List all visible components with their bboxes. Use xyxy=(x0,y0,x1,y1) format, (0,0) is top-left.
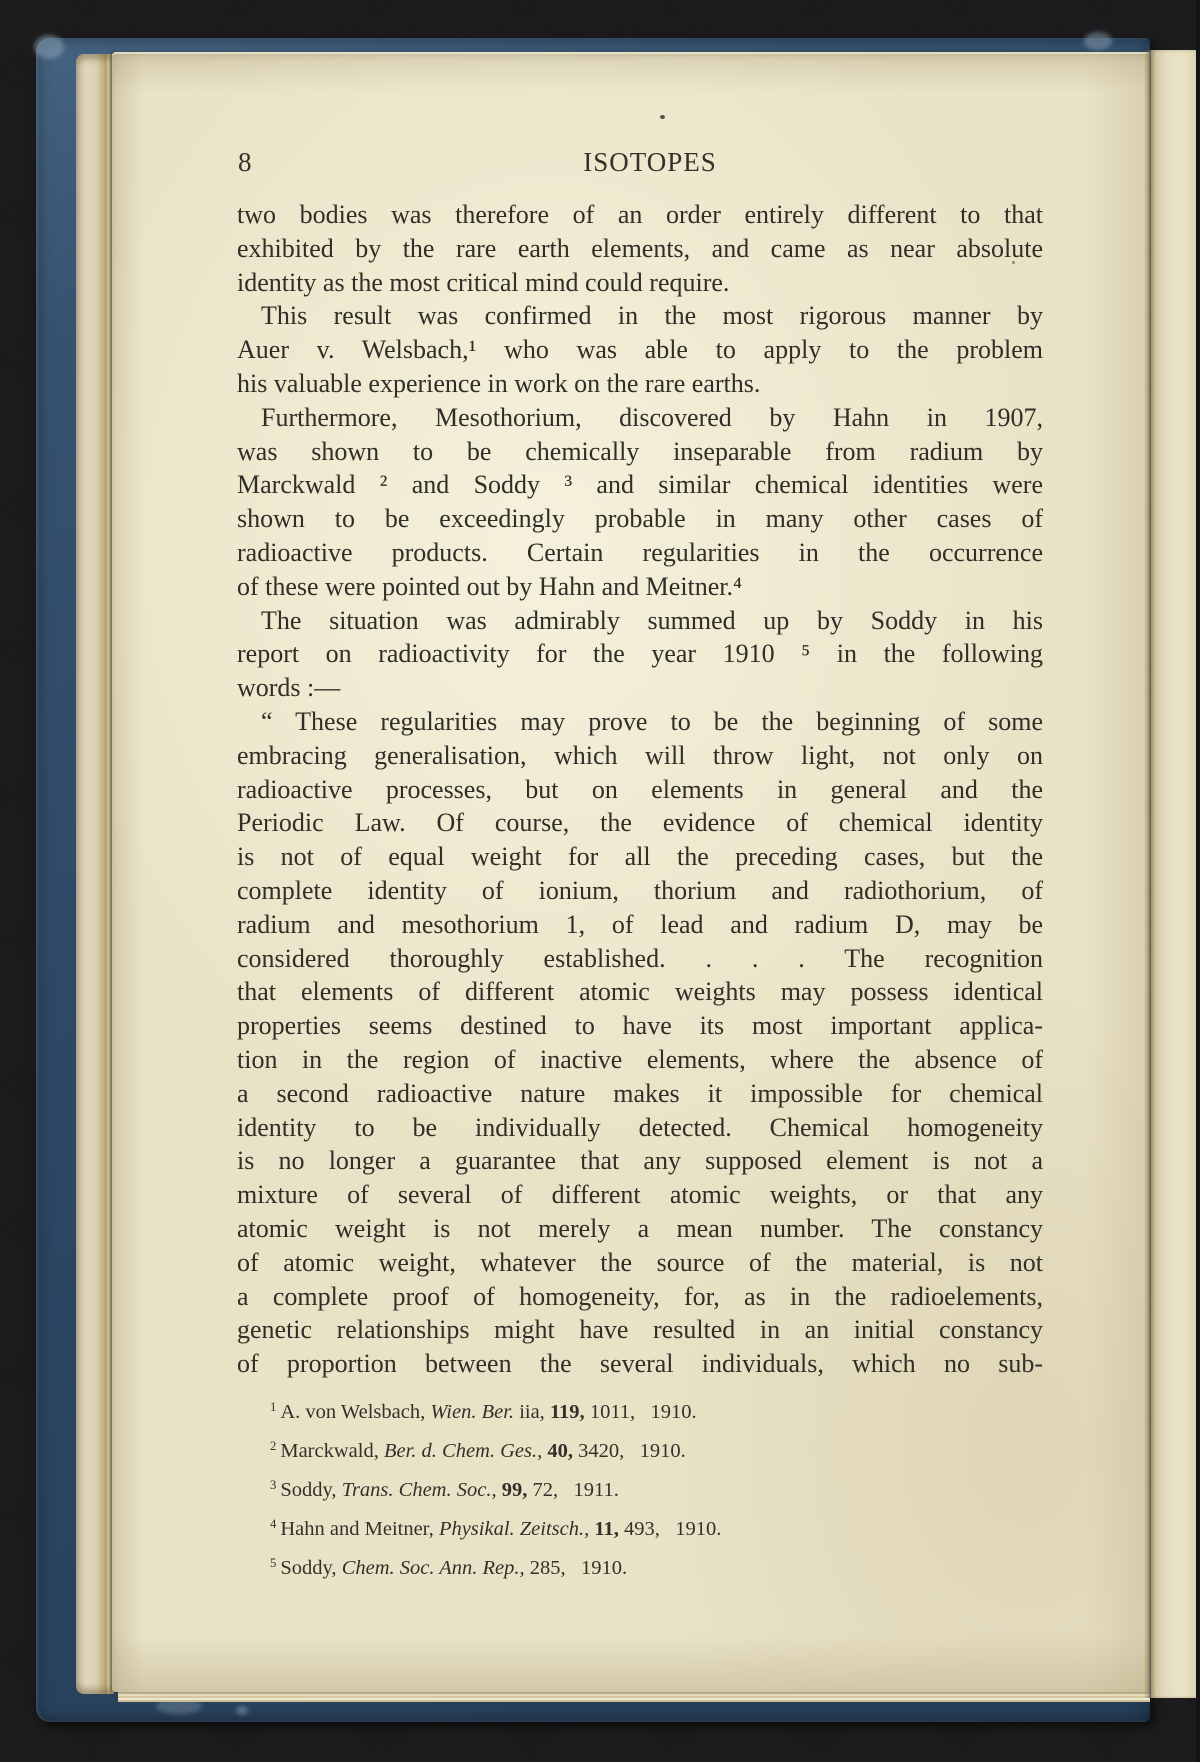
text-line: two bodies was therefore of an order entirely different to that xyxy=(237,200,1043,229)
cover-wear-mark xyxy=(1084,32,1112,50)
text-line: of atomic weight, whatever the source of the material, is not xyxy=(237,1247,1043,1277)
footnote-volume: 119, xyxy=(549,1400,585,1423)
text-line: report on radioactivity for the year 1910 ⁵ in the following xyxy=(237,639,1043,669)
footnote-text: 1011, 1910. xyxy=(584,1400,697,1423)
footnote-journal: Chem. Soc. Ann. Rep., xyxy=(341,1556,525,1579)
text-line: that elements of different atomic weights may possess identical xyxy=(237,977,1043,1007)
footnote-text: A. von Welsbach, xyxy=(280,1400,431,1423)
text-line: Auer v. Welsbach,¹ who was able to apply to the problem xyxy=(237,335,1043,365)
footnote-text: Soddy, xyxy=(280,1478,342,1501)
text-line: his valuable experience in work on the rare earths. xyxy=(237,368,761,398)
text-line: was shown to be chemically inseparable from radium by xyxy=(237,436,1043,466)
footnote-volume: 40, xyxy=(547,1439,574,1462)
text-line: considered thoroughly established. . . . The recognition xyxy=(237,943,1043,973)
footnote xyxy=(270,1468,1060,1507)
footnote-journal: Trans. Chem. Soc., xyxy=(341,1478,497,1501)
footnote xyxy=(270,1390,1060,1429)
text-line: radioactive products. Certain regularities in the occurrence xyxy=(237,537,1043,567)
cover-wear-mark xyxy=(236,1706,248,1715)
footnote-text: Marckwald, xyxy=(280,1439,384,1462)
text-line: This result was confirmed in the most rigorous manner by xyxy=(261,301,1043,331)
footnote-marker: 5 xyxy=(270,1555,277,1570)
text-line: atomic weight is not merely a mean number. The constancy xyxy=(237,1213,1043,1243)
footnote-journal: Physikal. Zeitsch., xyxy=(438,1517,590,1540)
text-line: identity as the most critical mind could require. xyxy=(237,267,730,297)
footnote-journal: Ber. d. Chem. Ges., xyxy=(383,1439,543,1462)
right-edge-shadow xyxy=(1196,0,1200,1762)
text-line: The situation was admirably summed up by Soddy in his xyxy=(261,605,1043,635)
cover-wear-mark xyxy=(34,35,64,59)
page-number: 8 xyxy=(238,147,252,177)
footnote-text: iia, xyxy=(514,1400,550,1423)
footnotes xyxy=(270,1390,1060,1585)
text-line: exhibited by the rare earth elements, and came as near absolute xyxy=(237,233,1043,263)
text-line: words :— xyxy=(237,673,341,703)
footnote xyxy=(270,1507,1060,1546)
text-line: genetic relationships might have resulted in an initial constancy xyxy=(237,1315,1043,1345)
text-line: complete identity of ionium, thorium and radiothorium, of xyxy=(237,875,1043,905)
text-line: radium and mesothorium 1, of lead and radium D, may be xyxy=(237,909,1043,939)
paper-speck xyxy=(660,115,665,119)
adjacent-page-edge xyxy=(1152,50,1196,1698)
text-line: of these were pointed out by Hahn and Meitner.⁴ xyxy=(237,571,743,601)
footnote xyxy=(270,1429,1060,1468)
footnote-marker: 3 xyxy=(270,1477,277,1492)
footnote-marker: 2 xyxy=(270,1438,277,1453)
text-line: a complete proof of homogeneity, for, as in the radioelements, xyxy=(237,1281,1043,1311)
text-line: identity to be individually detected. Chemical homogeneity xyxy=(237,1112,1043,1142)
text-line: tion in the region of inactive elements, where the absence of xyxy=(237,1044,1043,1074)
text-line: mixture of several of different atomic weights, or that any xyxy=(237,1180,1043,1210)
footnote-text: 285, 1910. xyxy=(529,1556,628,1579)
text-line: shown to be exceedingly probable in many other cases of xyxy=(237,504,1043,534)
footnote-text: 72, 1911. xyxy=(527,1478,619,1501)
text-line: is not of equal weight for all the preceding cases, but the xyxy=(237,842,1043,872)
text-line: radioactive processes, but on elements in general and the xyxy=(237,774,1043,804)
text-line: Marckwald ² and Soddy ³ and similar chemical identities were xyxy=(237,470,1043,500)
footnote-text: 3420, 1910. xyxy=(573,1439,686,1462)
footnote-volume: 99, xyxy=(501,1478,528,1501)
footnote xyxy=(270,1546,1060,1585)
book-page xyxy=(112,52,1150,1692)
footnote-marker: 4 xyxy=(270,1516,277,1531)
text-line: “ These regularities may prove to be the beginning of some xyxy=(261,706,1043,736)
text-line: properties seems destined to have its most important applica- xyxy=(237,1011,1043,1041)
text-line: of proportion between the several individuals, which no sub- xyxy=(237,1349,1043,1379)
text-line: a second radioactive nature makes it impossible for chemical xyxy=(237,1078,1043,1108)
footnote-journal: Wien. Ber. xyxy=(430,1400,515,1423)
footnote-volume: 11, xyxy=(594,1517,619,1540)
footnote-text: Soddy, xyxy=(280,1556,342,1579)
footnote-marker: 1 xyxy=(270,1400,277,1414)
body-text xyxy=(237,198,1043,1381)
footnote-text: 493, 1910. xyxy=(618,1517,722,1540)
running-header: ISOTOPES xyxy=(583,147,717,177)
text-line: embracing generalisation, which will throw light, not only on xyxy=(237,740,1043,770)
page-fore-edges xyxy=(76,54,114,1694)
page-crease xyxy=(1144,50,1152,1698)
text-line: is no longer a guarantee that any supposed element is not a xyxy=(237,1146,1043,1176)
text-line: Periodic Law. Of course, the evidence of chemical identity xyxy=(237,808,1043,838)
footnote-text: Hahn and Meitner, xyxy=(280,1517,439,1540)
text-line: Furthermore, Mesothorium, discovered by Hahn in 1907, xyxy=(261,402,1043,432)
